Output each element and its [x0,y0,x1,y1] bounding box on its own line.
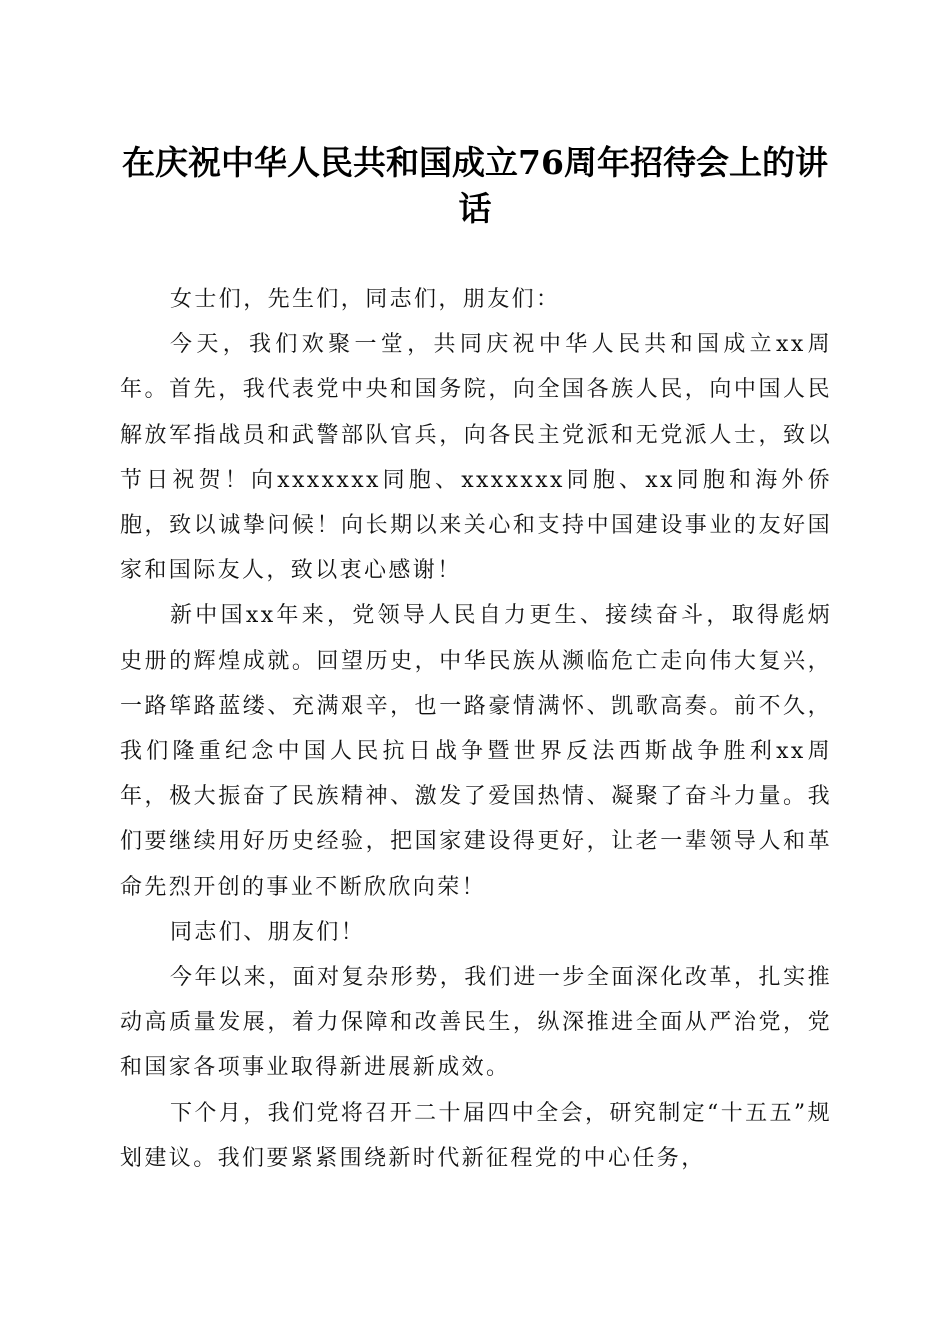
paragraph-this-year: 今年以来，面对复杂形势，我们进一步全面深化改革，扎实推动高质量发展，着力保障和改善民生，纵深推进全面从严治党，党和国家各项事业取得新进展新成效。 [120,965,832,1081]
paragraph-salutation: 女士们，先生们，同志们，朋友们： [170,287,561,312]
paragraph-history: 新中国xx年来，党领导人民自力更生、接续奋斗，取得彪炳史册的辉煌成就。回望历史，中华民族从濒临危亡走向伟大复兴，一路筚路蓝缕、充满艰辛，也一路豪情满怀、凯歌高奏。前不久，我们隆重纪念中国人民抗日战争暨世界反法西斯战争胜利xx周年，极大振奋了民族精神、激发了爱国热情、凝聚了奋斗力量。我们要继续用好历史经验，把国家建设得更好，让老一辈领导人和革命先烈开创的事业不断欣欣向荣！ [120,603,832,900]
paragraph-address: 同志们、朋友们！ [170,919,366,945]
document-body [120,277,832,1181]
paragraph-next-month: 下个月，我们党将召开二十届四中全会，研究制定“十五五”规划建议。我们要紧紧围绕新时代新征程党的中心任务， [120,1100,832,1171]
paragraph-greetings: 今天，我们欢聚一堂，共同庆祝中华人民共和国成立xx周年。首先，我代表党中央和国务院，向全国各族人民，向中国人民解放军指战员和武警部队官兵，向各民主党派和无党派人士，致以节日祝贺！向xxxxxxx同胞、xxxxxxx同胞、xx同胞和海外侨胞，致以诚挚问候！向长期以来关心和支持中国建设事业的友好国家和国际友人，致以衷心感谢！ [120,332,832,584]
document-title: 在庆祝中华人民共和国成立76周年招待会上的讲话 [122,143,828,228]
